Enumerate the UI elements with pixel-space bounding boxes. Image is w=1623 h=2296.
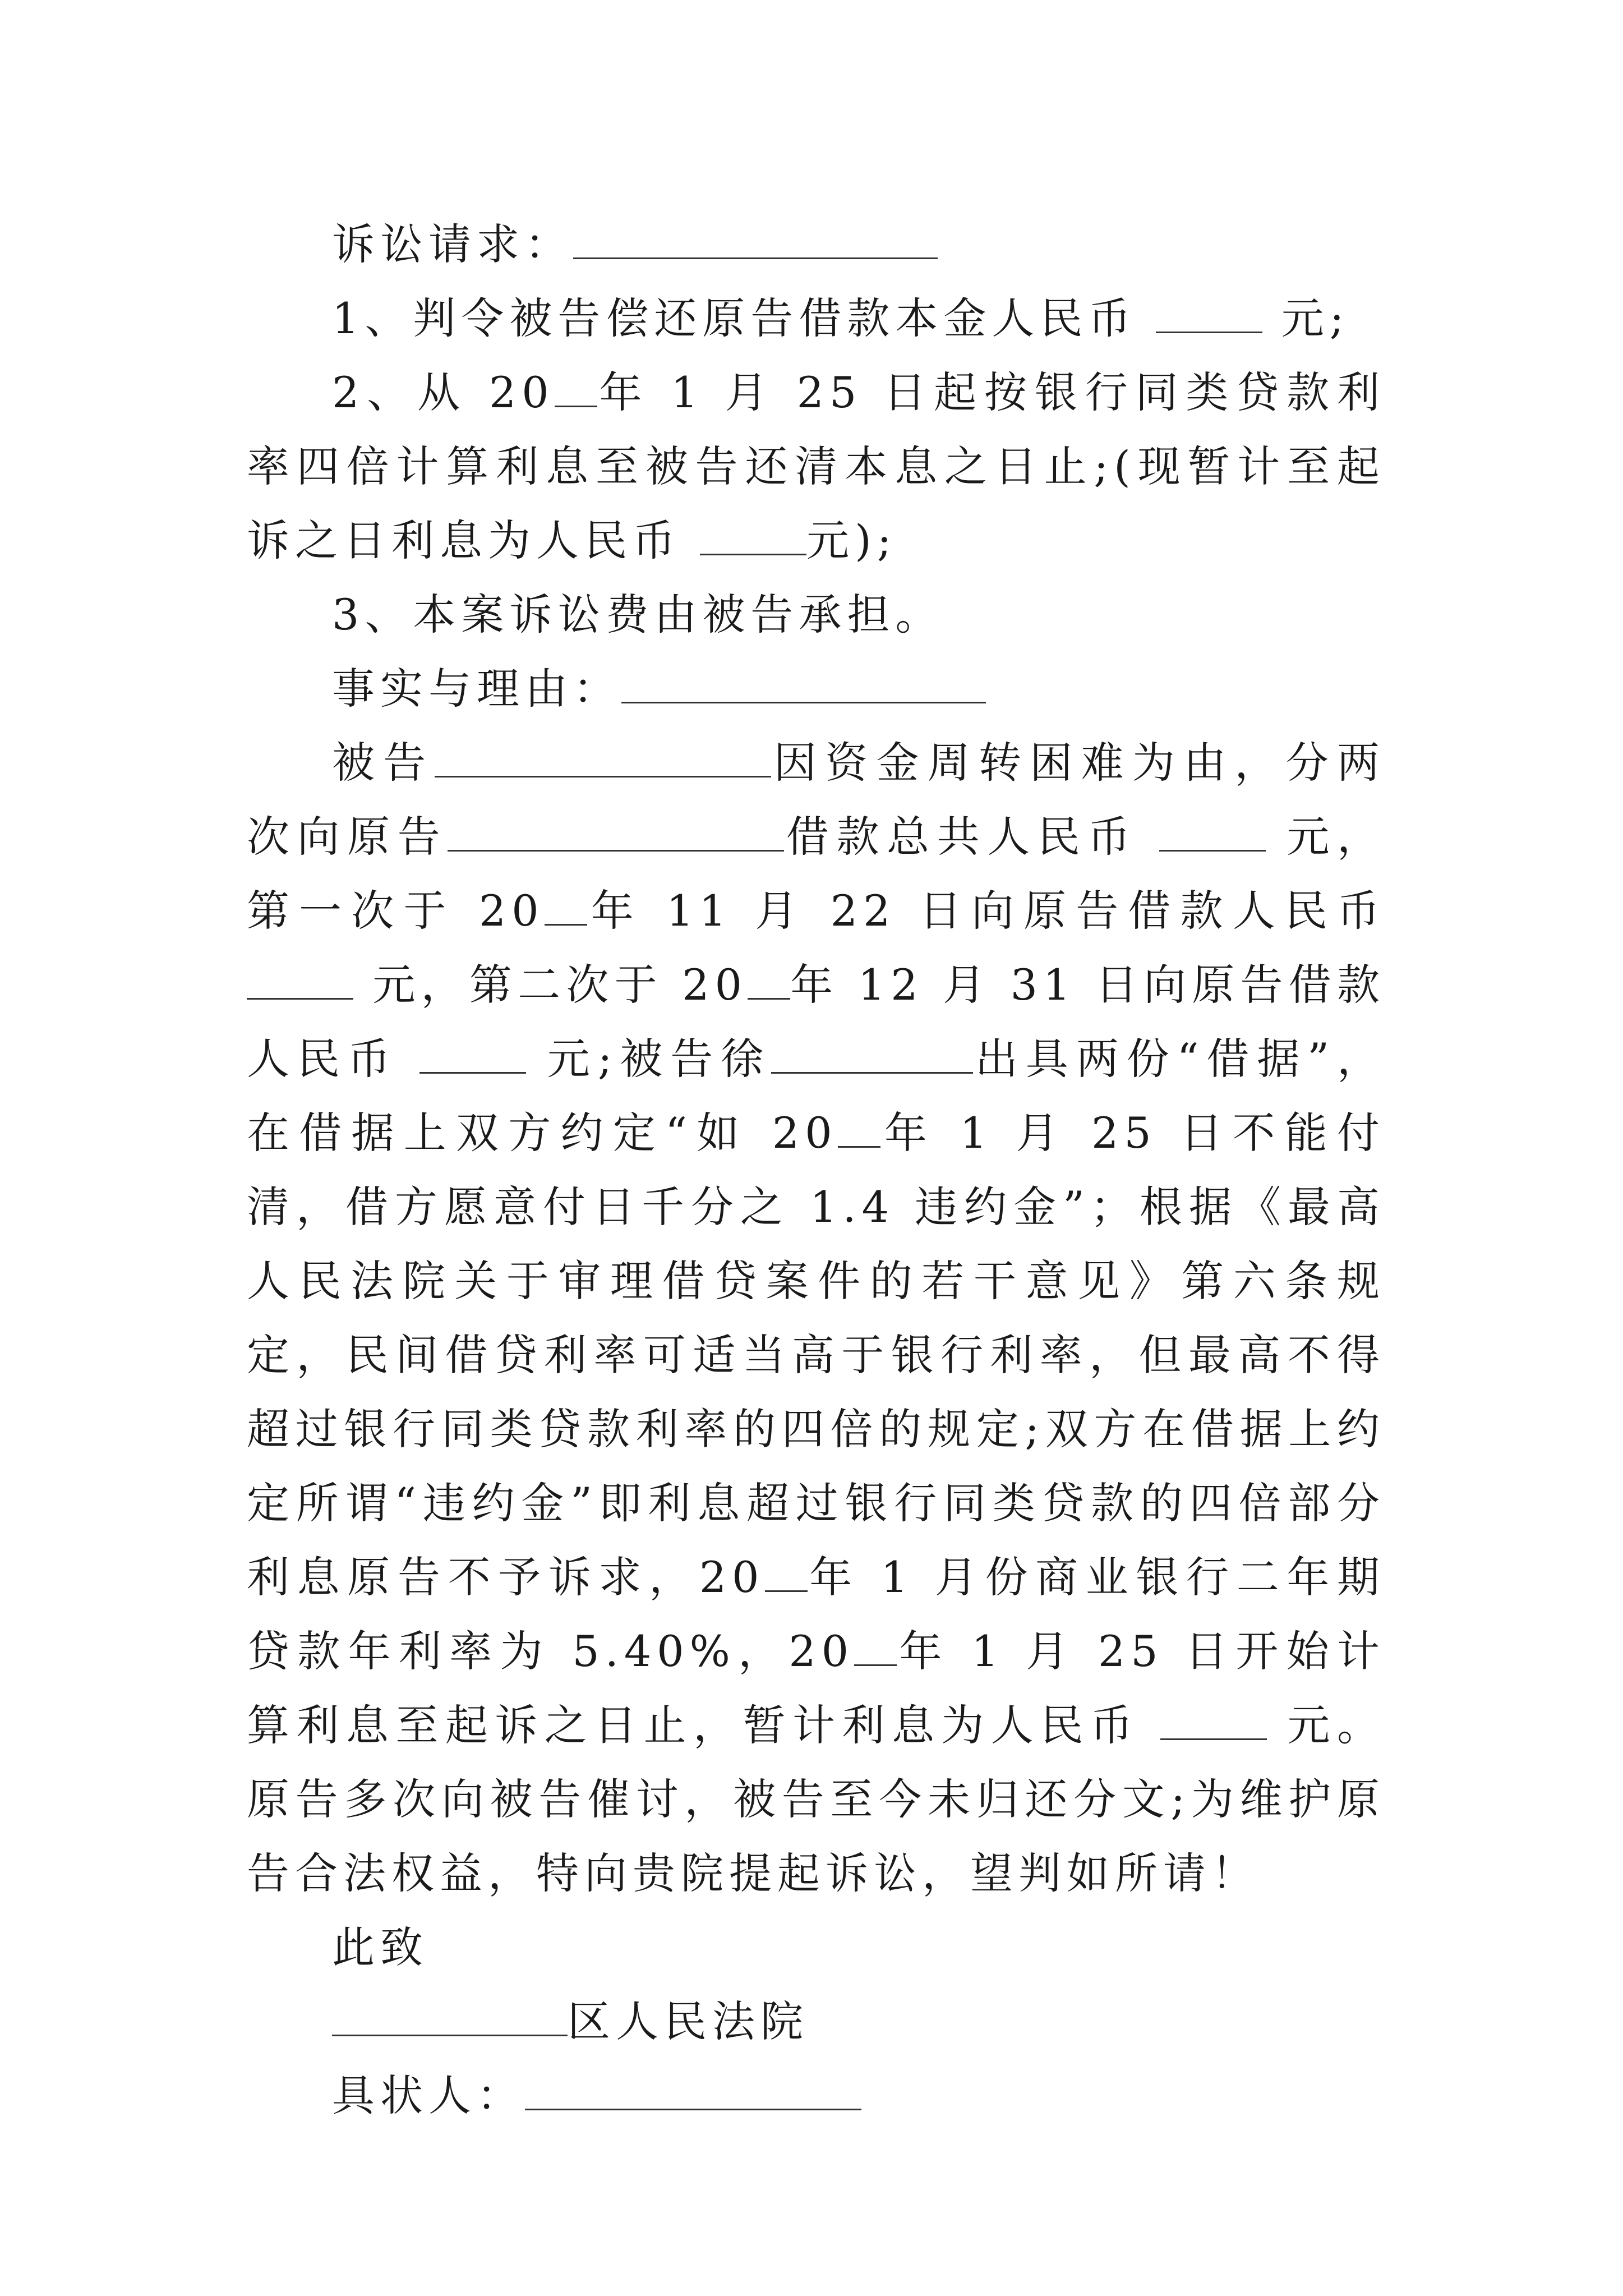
facts-text: 元;被告徐 xyxy=(547,1034,772,1084)
claim-2-text-c: 元); xyxy=(806,516,897,565)
facts-heading-line xyxy=(247,652,1385,726)
facts-text: 年 1 月份商业银行二年期贷款年利率为 5.40%，20 xyxy=(247,1552,1385,1676)
signer-blank xyxy=(525,2068,861,2110)
court-name-blank xyxy=(332,1994,568,2036)
facts-text: 因资金周转困难为由，分两次向原告 xyxy=(247,738,1386,862)
year-blank xyxy=(545,884,587,926)
court-line xyxy=(247,1985,1385,2059)
plaintiff-name-blank xyxy=(448,809,784,852)
facts-text: 年 11 月 22 日向原告借款人民币 xyxy=(587,886,1385,936)
year-blank xyxy=(838,1106,880,1148)
facts-heading: 事实与理由： xyxy=(332,664,621,714)
facts-paragraph xyxy=(247,726,1385,1911)
amount-blank xyxy=(1159,809,1266,852)
year-blank xyxy=(765,1550,808,1592)
facts-text: 元，第一次于 20 xyxy=(247,812,1386,936)
amount-blank xyxy=(700,513,806,555)
facts-text: 出具两份“借据”，在借据上双方约定“如 20 xyxy=(247,1034,1385,1158)
facts-text: 年 1 月 25 日不能付清，借方愿意付日千分之 1.4 违约金”；根据《最高人民法院关于审理借贷案件的若干意见》第六条规定，民间借贷利率可适当高于银行利率，但最高不得超过银行同类贷款利率的四倍的规定;双方在借据上约定所谓“违约金”即利息超过银行同类贷款的四倍部分利息原告不予诉求，20 xyxy=(247,1108,1385,1602)
amount-blank xyxy=(1160,1698,1267,1740)
name-blank xyxy=(771,1032,973,1074)
claim-2-text-a: 2、从 20 xyxy=(332,367,555,417)
facts-text: 借款总共人民币 xyxy=(784,812,1138,862)
amount-blank xyxy=(247,958,353,1000)
claim-1-unit: 元; xyxy=(1281,293,1350,343)
facts-blank xyxy=(621,661,986,703)
amount-blank xyxy=(419,1032,526,1074)
facts-text: 元，第二次于 20 xyxy=(372,960,748,1010)
signer-line xyxy=(247,2059,1385,2133)
defendant-name-blank xyxy=(435,735,771,777)
facts-text: 年 12 月 31 日向原告借款人民币 xyxy=(247,960,1385,1084)
claims-blank xyxy=(573,217,938,259)
claims-heading-line xyxy=(247,208,1385,282)
facts-text: 被告 xyxy=(332,738,435,788)
year-blank xyxy=(555,365,597,407)
claim-3: 3、本案诉讼费由被告承担。 xyxy=(332,590,944,639)
claims-heading: 诉讼请求： xyxy=(332,219,573,269)
claim-2 xyxy=(247,356,1385,578)
court-label: 区人民法院 xyxy=(568,1996,809,2046)
claim-2-text-b: 年 1 月 25 日起按银行同类贷款利率四倍计算利息至被告还清本息之日止;(现暂计至起诉之日利息为人民币 xyxy=(247,367,1385,565)
amount-blank xyxy=(1156,291,1262,333)
facts-text: 元。原告多次向被告催讨，被告至今未归还分文;为维护原告合法权益，特向贵院提起诉讼，望判如所请！ xyxy=(247,1700,1385,1898)
signer-label: 具状人： xyxy=(332,2070,525,2120)
year-blank xyxy=(748,958,790,1000)
claim-1 xyxy=(247,282,1385,356)
facts-text: 年 1 月 25 日开始计算利息至起诉之日止，暂计利息为人民币 xyxy=(247,1626,1385,1750)
year-blank xyxy=(854,1624,897,1666)
claim-1-text: 1、判令被告偿还原告借款本金人民币 xyxy=(332,293,1137,343)
closing: 此致 xyxy=(332,1922,428,1972)
complaint-document xyxy=(247,208,1385,2133)
